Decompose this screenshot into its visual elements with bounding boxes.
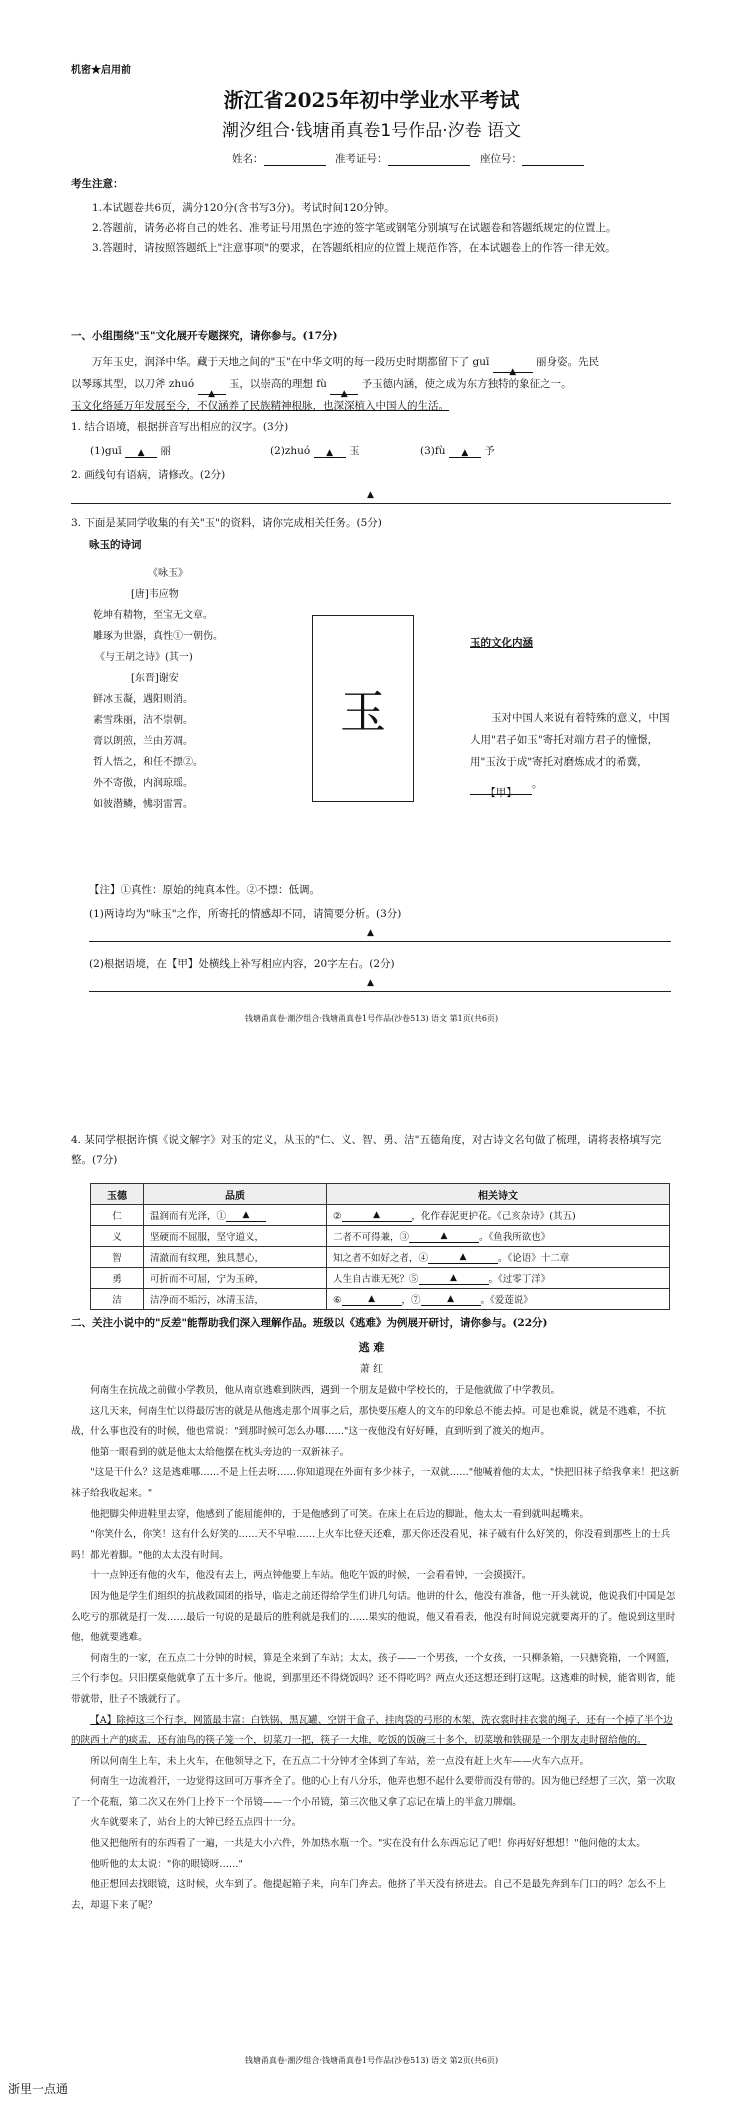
poem1-line: 乾坤有精物，至宝无文章。	[93, 610, 213, 621]
exam-no-field[interactable]	[335, 152, 470, 166]
q4-stem: 4. 某同学根据许慎《说文解字》对玉的定义，从玉的"仁、义、智、勇、洁"五德角度，对古诗文名句做了梳理，请将表格填写完整。(7分)	[71, 1134, 662, 1166]
notice-item: 3.答题时，请按照答题纸上"注意事项"的要求，在答题纸相应的位置上规范作答，在本试题卷上的作答一律无效。	[92, 242, 616, 254]
culture-text: 玉对中国人来说有着特殊的意义，中国人用"君子如玉"寄托对端方君子的憧憬，用"玉汝于成"寄托对磨炼成才的希冀，【甲】。	[470, 712, 670, 799]
q3-1-answer-mark: ▲	[367, 928, 374, 938]
q4-table	[90, 1183, 670, 1310]
q3-stem: 3. 下面是某同学收集的有关"玉"的资料，请你完成相关任务。(5分)	[71, 517, 382, 529]
poem-note: 【注】①真性：原始的纯真本性。②不摽：低调。	[89, 884, 320, 896]
poem2-line: 外不寄傲，内润琼瑶。	[93, 778, 193, 789]
story-paragraph: 他听他的太太说："你的眼镜呀……"	[90, 1858, 243, 1870]
q3-2-answer-line[interactable]	[89, 991, 671, 992]
story-paragraph-a: 【A】除掉这三个行李，网篮最丰富：白铁锅、黑瓦罐、空饼干盒子、挂肉袋的弓形的木架、洗衣裳时挂衣裳的绳子，还有一个掉了半个边的陕西土产的痰盂，还有油鸟的筷子笼一个，切菜刀一把，筷子一大堆，吃饭的饭碗三十多个，切菜墩和铁砚是一个朋友走时留给他的。	[71, 1714, 673, 1747]
culture-label: 玉的文化内涵	[470, 637, 533, 649]
poem2-line: 膏以朗煎，兰由芳凋。	[93, 736, 193, 747]
q4-col-quality: 品质	[144, 1184, 327, 1205]
story-paragraph: 十一点钟还有他的火车，他没有去上，两点钟他要上车站。他吃午饭的时候，一会看看钟，一会摸摸汗。	[90, 1570, 532, 1582]
q3-2-stem: (2)根据语境，在【甲】处横线上补写相应内容，20字左右。(2分)	[89, 958, 395, 970]
story-paragraph: 何南生在抗战之前做小学教员，他从南京逃难到陕西，遇到一个朋友是做中学校长的，于是他就做了中学教员。	[90, 1385, 561, 1396]
q4-row: 勇 可折而不可屈，宁为玉碎， 人生自古谁无死？⑤ ▲ 。《过零丁洋》	[91, 1268, 670, 1289]
story-author: 萧 红	[359, 1364, 384, 1375]
poem2-line: 鲜冰玉凝，遇阳则消。	[93, 694, 193, 705]
seat-label: 座位号：	[480, 153, 522, 165]
notice-list	[71, 198, 671, 258]
story-paragraph: 因为他是学生们组织的抗战救国团的指导，临走之前还得给学生们讲几句话。他讲的什么，他没有准备，他一开头就说，他说我们中国是怎么吃亏的那就是打一发……最后一句说的是最后的胜利就是我们的……果实的他说，他又看看表，他没有时间说完就要离开的了。他说到这里时他，他就要逃难。	[71, 1590, 676, 1644]
q3-1-stem: (1)两诗均为"咏玉"之作，所寄托的情感却不同，请简要分析。(3分)	[89, 908, 402, 920]
q4-col-virtue: 玉德	[91, 1184, 144, 1205]
notice-item: 2.答题前，请务必将自己的姓名、准考证号用黑色字迹的签字笔或钢笔分别填写在试题卷和答题纸规定的位置上。	[92, 222, 617, 234]
notice-item: 1.本试题卷共6页，满分120分(含书写3分)。考试时间120分钟。	[92, 202, 395, 214]
notice-heading: 考生注意：	[71, 178, 124, 190]
story-paragraph: 何南生的一家，在五点二十分钟的时候，算是全来到了车站；太太，孩子——一个男孩，一个女孩，一只柳条箱，一只搪瓷箱，一个网篮，三个行李包。只旧摆桌他就拿了五十多斤。他说，到那里还不得烧饭吗？还不得吃吗？两点火还这想还到打这呢。这逃难的时候，能省则省，能带就带，肚子不饿就行了。	[71, 1652, 676, 1705]
poem2-line: 素雪珠丽，洁不崇朝。	[93, 715, 193, 726]
section1-intro: 万年玉史，润泽中华。藏于天地之间的"玉"在中华文明的每一段历史时期都留下了 guī ▲ 丽身姿。先民 以琴琢其型，以刀斧 zhuó ▲ 玉，以崇高的理想 fù ▲ 予玉德内涵，使之成为东方独特的象征之一。 玉文化络延万年发展至今，不仅涵养了民族精神根脉，也深深植入中国人的生活。	[71, 356, 600, 412]
q4-row: 义 坚硬而不屈服，坚守道义， 二者不可得兼，③ ▲ 。《鱼我所欲也》	[91, 1226, 670, 1247]
section1-heading: 一、小组围绕"玉"文化展开专题探究，请你参与。(17分)	[71, 330, 338, 342]
q1-answer-2: (2)zhuó ▲ 玉	[270, 445, 360, 458]
name-label: 姓名：	[232, 153, 264, 165]
story-paragraph: 他又把他所有的东西看了一遍，一共是大小六件，外加热水瓶一个。"实在没有什么东西忘记了吧！你再好好想想！"他问他的太太。	[90, 1838, 646, 1850]
story-paragraph: 何南生一边流着汗，一边觉得这回可万事齐全了。他的心上有八分乐，他弄也想不起什么要带而没有带的。因为他已经想了三次，第一次取了一个花瓶，第二次又在外门上拎下一个吊镜——一个小吊镜，第三次他又拿了忘记在墙上的半盒刀牌烟。	[71, 1776, 676, 1808]
q1-answer-1: (1)guī ▲ 丽	[90, 445, 171, 458]
exam-no-label: 准考证号：	[335, 153, 388, 165]
jade-character-box	[312, 615, 414, 802]
page1-footer: 钱塘甬真卷·潮汐组合·钱塘甬真卷1号作品(沙卷513) 语文 第1页(共6页)	[244, 1014, 499, 1023]
q1-stem: 1. 结合语境，根据拼音写出相应的汉字。(3分)	[71, 421, 289, 433]
secret-tag: 机密★启用前	[71, 65, 131, 76]
poem2-title: 《与王胡之诗》(其一)	[95, 652, 193, 663]
q4-header-row	[91, 1184, 670, 1205]
poem1-title: 《咏玉》	[148, 568, 188, 579]
story-paragraph: 所以何南生上车，未上火车，在他领导之下，在五点二十分钟才全体到了车站，差一点没有赶上火车——火车六点开。	[90, 1755, 590, 1767]
jade-character: 玉	[340, 684, 386, 739]
story-title: 逃 难	[358, 1341, 385, 1354]
poem-block	[93, 563, 298, 815]
page2-footer: 钱塘甬真卷·潮汐组合·钱塘甬真卷1号作品(沙卷513) 语文 第2页(共6页)	[244, 2056, 499, 2065]
q1-answer-3: (3)fù ▲ 予	[420, 445, 495, 458]
q4-row: 仁 温润而有光泽，① ▲ ② ▲ ，化作春泥更护花。《己亥杂诗》(其五)	[91, 1205, 670, 1226]
section2-heading: 二、关注小说中的"反差"能帮助我们深入理解作品。班级以《逃难》为例展开研讨，请你参与。(22分)	[71, 1317, 548, 1329]
poem2-author: [东晋]谢安	[131, 673, 179, 684]
story-paragraph: 他把脚尖伸进鞋里去穿，他感到了能屈能伸的，于是他感到了可笑。在床上在后边的脚趾，他太太一看到就叫起嘴来。	[90, 1508, 590, 1520]
q2-answer-line[interactable]	[71, 503, 671, 504]
story-paragraph: 他正想回去找眼镜，这时候，火车到了。他提起箱子来，向车门奔去。他挤了半天没有挤进去。自己不是最先奔到车门口的吗？怎么不上去，却退下来了呢？	[71, 1879, 666, 1911]
q4-row: 智 清澈而有纹理，独具慧心， 知之者不如好之者，④ ▲ 。《论语》十二章	[91, 1247, 670, 1268]
q3-1-answer-line[interactable]	[89, 941, 671, 942]
poem1-author: [唐]韦应物	[131, 589, 179, 600]
q4-col-poem: 相关诗文	[327, 1184, 670, 1205]
story-paragraph: 他第一眼看到的就是他太太给他摆在枕头旁边的一双新袜子。	[90, 1446, 350, 1458]
exam-title: 浙江省2025年初中学业水平考试	[223, 88, 520, 112]
q2-answer-mark: ▲	[367, 490, 374, 500]
name-field[interactable]	[232, 152, 326, 166]
exam-subtitle: 潮汐组合·钱塘甬真卷1号作品·汐卷 语文	[221, 121, 522, 141]
q4-row: 洁 洁净而不垢污，冰清玉洁， ⑥ ▲ ，⑦ ▲ 。《爱莲说》	[91, 1289, 670, 1310]
seat-field[interactable]	[480, 152, 584, 166]
watermark: 浙里一点通	[8, 2082, 69, 2096]
q3-poem-label: 咏玉的诗词	[89, 539, 142, 551]
story-paragraph: "你笑什么，你笑！这有什么好笑的……天不早啦……上火车比登天还难，那天你还没看见，袜子破有什么好笑的，你没看到那些上的士兵吗！都光着脚。"他的太太没有时间。	[71, 1529, 671, 1561]
poem2-line: 如彼潜鳞，怫羽雷霄。	[93, 799, 193, 810]
story-paragraph: 火车就要来了，站台上的大钟已经五点四十一分。	[90, 1817, 302, 1829]
poem1-line: 雕琢为世器，真性①一朝伤。	[93, 631, 223, 642]
story-body	[71, 1381, 681, 1916]
story-paragraph: "这是干什么？这是逃难哪……不是上任去呀……你知道现在外面有多少袜子，一双就……"他喊着他的太太，"快把旧袜子给我拿来！把这新袜子给我收起来。"	[71, 1467, 680, 1499]
q2-stem: 2. 画线句有语病，请修改。(2分)	[71, 469, 226, 481]
poem2-line: 哲人悟之，和任不摽②。	[93, 757, 203, 768]
q3-2-answer-mark: ▲	[367, 978, 374, 988]
story-paragraph: 这几天来，何南生忙以得最厉害的就是从他逃走那个周事之后，那快要压瘪人的文车的印象总不能去掉。可是也难说，就是不逃难，不抗战，什么事也没有的时候，他也常说："到那时候可怎么办哪……"这一夜他没有好好睡，直到听到了渡关的炮声。	[71, 1405, 666, 1438]
